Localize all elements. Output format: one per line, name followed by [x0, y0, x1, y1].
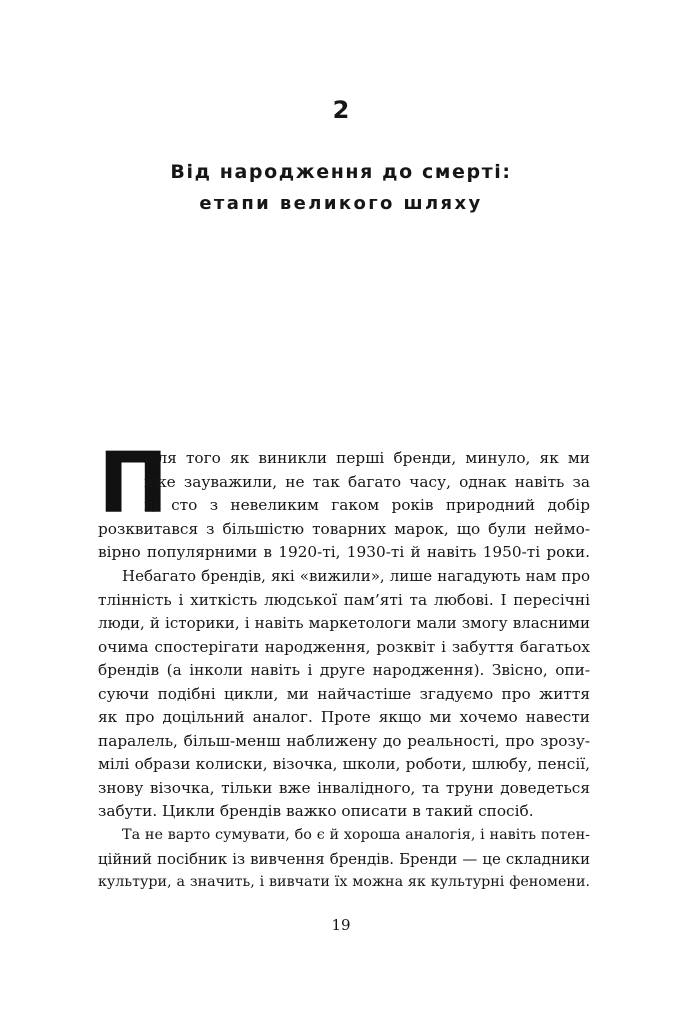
- chapter-number: 2: [332, 96, 350, 124]
- text-line: тлінність і хиткість людської пам’яті та любові. І пересічні: [98, 590, 590, 609]
- body-paragraph-2: [98, 565, 590, 824]
- chapter-title-line-2: етапи великого шляху: [199, 193, 483, 214]
- text-line: паралель, більш-менш наближену до реальності, про зрозу-: [98, 731, 590, 750]
- text-line: ісля того як виникли перші бренди, минуло, як ми: [144, 449, 590, 467]
- text-line: культури, а значить, і вивчати їх можна як культурні феномени.: [98, 874, 590, 890]
- text-line: ційний посібник із вивчення брендів. Бренди — це складники: [98, 849, 590, 868]
- text-line: забути. Цикли брендів важко описати в такий спосіб.: [98, 802, 534, 820]
- text-line: брендів (а інколи навіть і друге народження). Звісно, опи-: [98, 661, 590, 679]
- text-line: очима спостерігати народження, розквіт і забуття багатьох: [98, 637, 590, 656]
- page-number: 19: [331, 916, 351, 934]
- text-line: вірно популярними в 1920-ті, 1930-ті й навіть 1950-ті роки.: [98, 543, 590, 561]
- drop-cap-letter: П: [98, 434, 169, 532]
- body-paragraph-1: [98, 434, 590, 565]
- text-line: Небагато брендів, які «вижили», лише нагадують нам про: [122, 567, 590, 585]
- text-line: вже зауважили, не так багато часу, однак навіть за: [144, 472, 590, 491]
- chapter-title-line-1: Від народження до смерті:: [170, 161, 512, 183]
- text-line: ці сто з невеликим гаком років природний добір: [144, 496, 590, 514]
- text-line: розквитався з більшістю товарних марок, що були неймо-: [98, 519, 590, 538]
- text-line: знову візочка, тільки вже інвалідного, та труни доведеться: [98, 778, 590, 797]
- text-line: люди, й історики, і навіть маркетологи мали змогу власними: [98, 614, 590, 632]
- body-paragraph-3: [98, 824, 590, 895]
- text-line: мілі образи колиски, візочка, школи, роботи, шлюбу, пенсії,: [98, 755, 590, 773]
- text-line: суючи подібні цикли, ми найчастіше згадуємо про життя: [98, 684, 590, 703]
- text-line: Та не варто сумувати, бо є й хороша аналогія, і навіть потен-: [122, 827, 590, 843]
- text-line: як про доцільний аналог. Проте якщо ми хочемо навести: [98, 708, 590, 726]
